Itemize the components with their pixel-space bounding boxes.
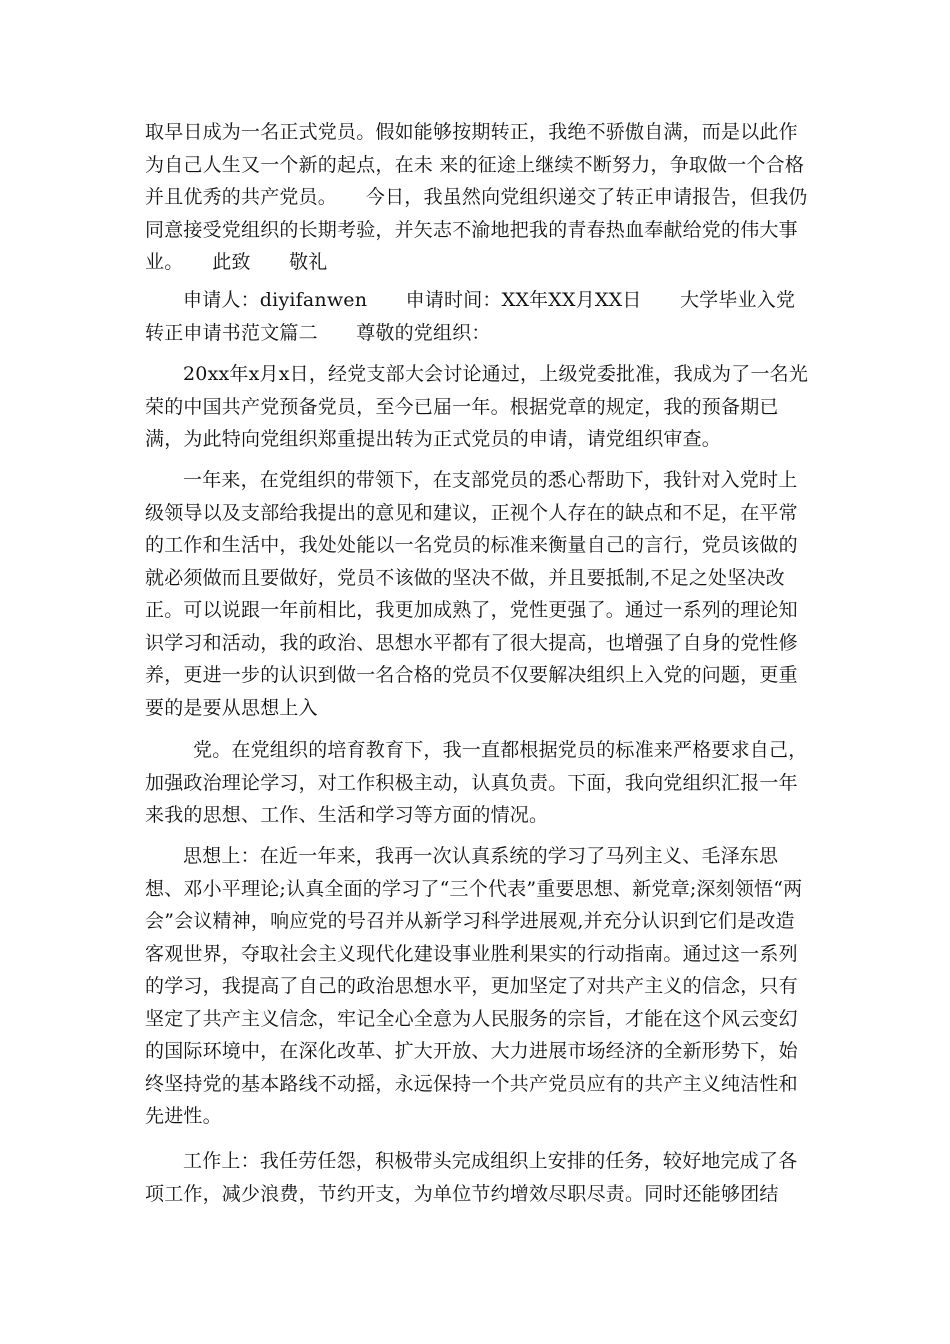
paragraph-thought: 思想上：在近一年来，我再一次认真系统的学习了马列主义、毛泽东思想、邓小平理论;认真全面的学习了“三个代表”重要思想、新党章;深刻领悟“两会”会议精神，响应党的号召并从新学习科学进展观,并充分认识到它们是改造客观世界，夺取社会主义现代化建设事业胜利果实的行动指南。通过这一系列的学习，我提高了自己的政治思想水平，更加坚定了对共产主义的信念，只有坚定了共产主义信念，牢记全心全意为人民服务的宗旨，才能在这个风云变幻的国际环境中，在深化改革、扩大开放、大力进展市场经济的全新形势下，始终坚持党的基本路线不动摇，永远保持一个共产党员应有的共产主义纯洁性和先进性。 <box>145 845 803 1127</box>
paragraph-year-review: 一年来，在党组织的带领下，在支部党员的悉心帮助下，我针对入党时上级领导以及支部给我提出的意见和建议，正视个人存在的缺点和不足，在平常的工作和生活中，我处处能以一名党员的标准来衡量自己的言行，党员该做的就必须做而且要做好，党员不该做的坚决不做，并且要抵制,不足之处坚决改正。可以说跟一年前相比，我更加成熟了，党性更强了。通过一系列的理论知识学习和活动，我的政治、思想水平都有了很大提高，也增强了自身的党性修养，更进一步的认识到做一名合格的党员不仅要解决组织上入党的问题，更重要的是要从思想上入 <box>145 469 798 719</box>
paragraph-intro: 20xx年x月x日，经党支部大会讨论通过，上级党委批准，我成为了一名光荣的中国共产党预备党员，至今已届一年。根据党章的规定，我的预备期已满，为此特向党组织郑重提出转为正式党员的申请，请党组织审查。 <box>145 363 809 450</box>
paragraph-applicant-info: 申请人：diyifanwen 申请时间：XX年XX月XX日 大学毕业入党转正申请书范文篇二 尊敬的党组织： <box>145 289 796 344</box>
paragraph-work: 工作上：我任劳任怨，积极带头完成组织上安排的任务，较好地完成了各项工作，减少浪费，节约开支，为单位节约增效尽职尽责。同时还能够团结 <box>145 1150 798 1205</box>
paragraph-continuation: 党。在党组织的培育教育下，我一直都根据党员的标准来严格要求自己，加强政治理论学习，对工作积极主动，认真负责。下面，我向党组织汇报一年来我的思想、工作、生活和学习等方面的情况。 <box>145 739 808 826</box>
paragraph-closing: 取早日成为一名正式党员。假如能够按期转正，我绝不骄傲自满，而是以此作为自己人生又一个新的起点，在未 来的征途上继续不断努力，争取做一个合格并且优秀的共产党员。 今日，我虽然向党组织递交了转正申请报告，但我仍同意接受党组织的长期考验，并矢志不渝地把我的青春热血奉献给党的伟大事业。 此致 敬礼 <box>145 121 808 273</box>
